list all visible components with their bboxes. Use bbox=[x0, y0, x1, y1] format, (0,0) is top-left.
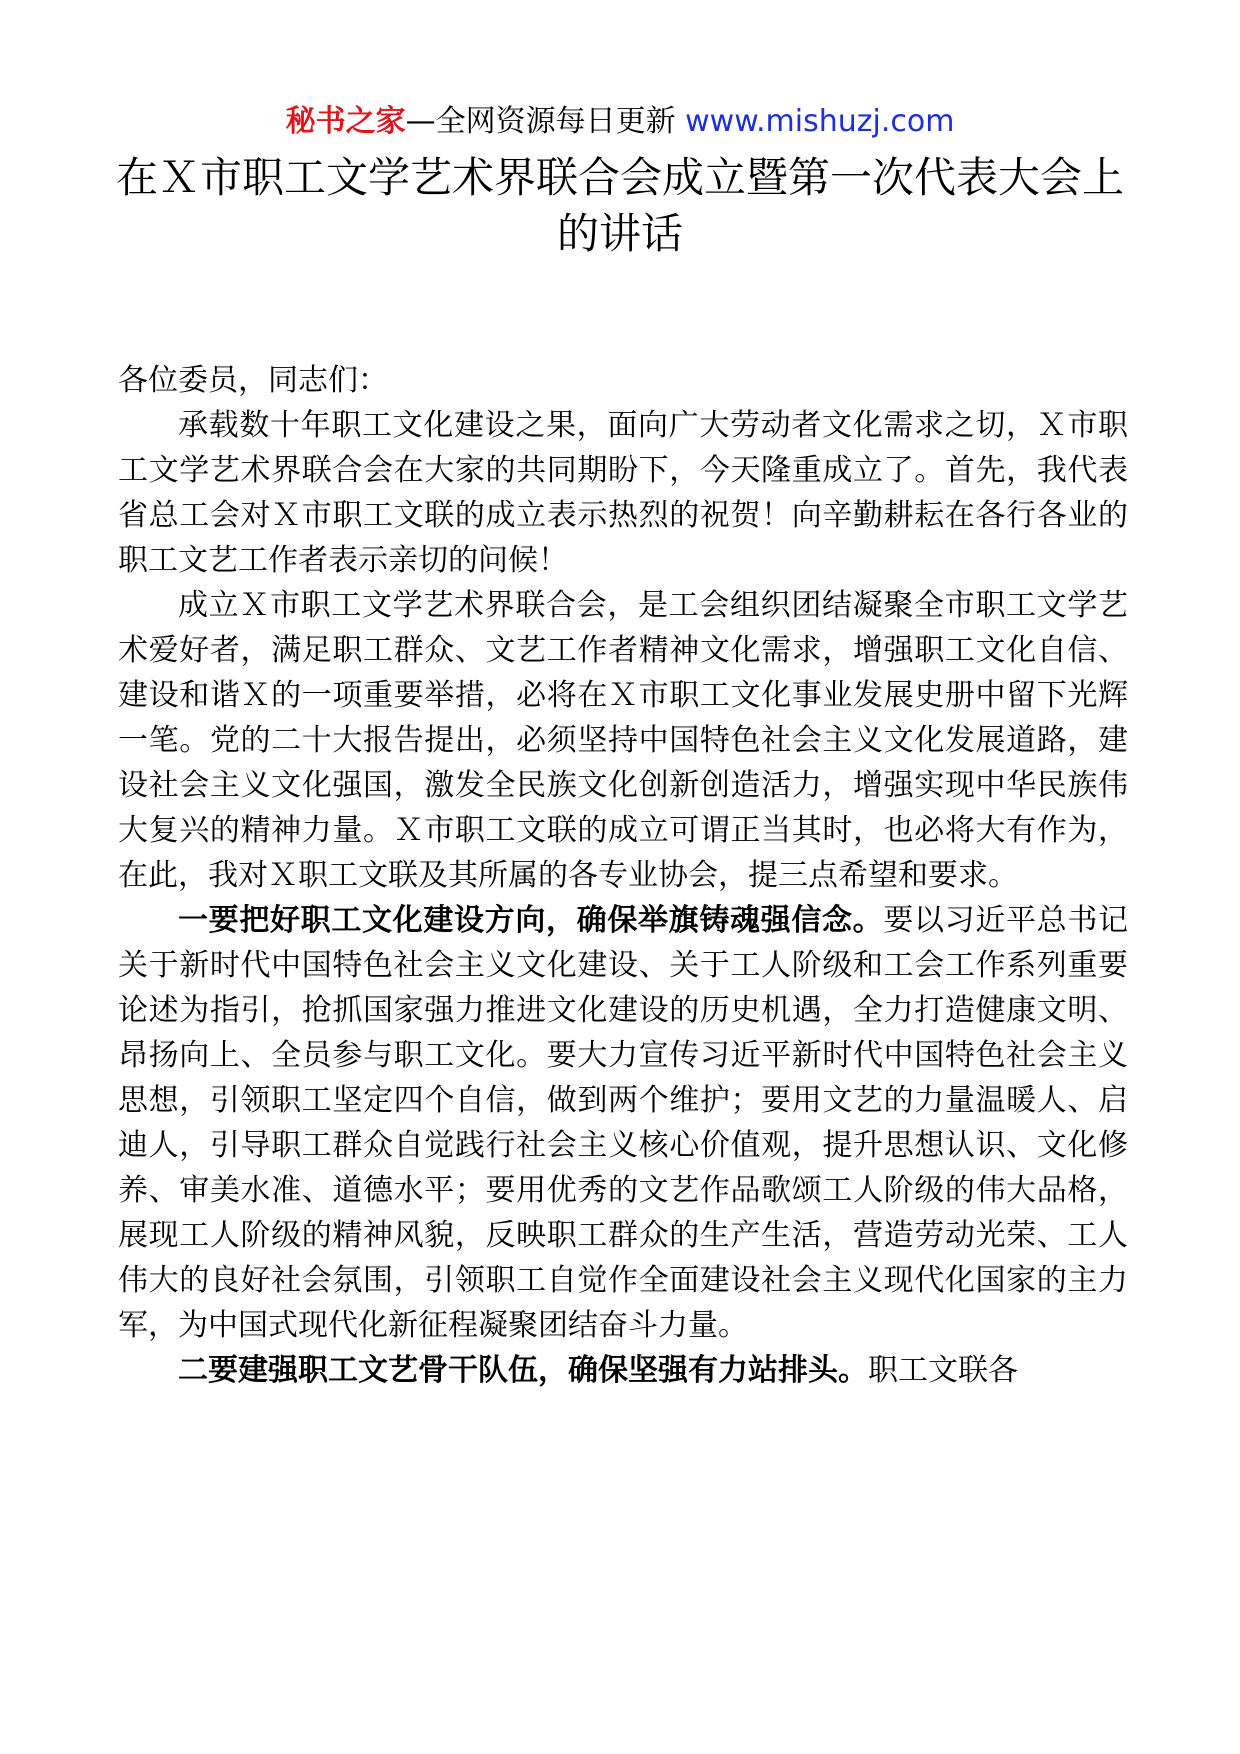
paragraph-text: 承载数十年职工文化建设之果，面向广大劳动者文化需求之切，Ｘ市职工文学艺术界联合会在大家的共同期盼下，今天隆重成立了。首先，我代表省总工会对Ｘ市职工文联的成立表示热烈的祝贺！向辛勤耕耘在各行各业的职工文艺工作者表示亲切的问候！ bbox=[118, 408, 1128, 578]
site-header bbox=[0, 100, 1240, 144]
paragraph-4 bbox=[118, 1348, 1128, 1393]
paragraph-text: 职工文联各 bbox=[868, 1353, 1018, 1388]
document-body bbox=[118, 358, 1128, 1393]
site-slogan: —全网资源每日更新 bbox=[405, 104, 676, 139]
site-url[interactable]: www.mishuzj.com bbox=[685, 104, 955, 139]
paragraph-text: 成立Ｘ市职工文学艺术界联合会，是工会组织团结凝聚全市职工文学艺术爱好者，满足职工群众、文艺工作者精神文化需求，增强职工文化自信、建设和谐Ｘ的一项重要举措，必将在Ｘ市职工文化事业发展史册中留下光辉一笔。党的二十大报告提出，必须坚持中国特色社会主义文化发展道路，建设社会主义文化强国，激发全民族文化创新创造活力，增强实现中华民族伟大复兴的精神力量。Ｘ市职工文联的成立可谓正当其时，也必将大有作为，在此，我对Ｘ职工文联及其所属的各专业协会，提三点希望和要求。 bbox=[118, 588, 1128, 893]
paragraph-3 bbox=[118, 898, 1128, 1348]
paragraph-heading: 二要建强职工文艺骨干队伍，确保坚强有力站排头。 bbox=[178, 1353, 868, 1388]
paragraph-1 bbox=[118, 403, 1128, 583]
brand-name: 秘书之家 bbox=[285, 104, 406, 139]
salutation: 各位委员，同志们： bbox=[118, 363, 388, 398]
paragraph-heading: 一要把好职工文化建设方向，确保举旗铸魂强信念。 bbox=[178, 903, 884, 938]
paragraph-2 bbox=[118, 583, 1128, 898]
paragraph-text: 要以习近平总书记关于新时代中国特色社会主义文化建设、关于工人阶级和工会工作系列重要论述为指引，抢抓国家强力推进文化建设的历史机遇，全力打造健康文明、昂扬向上、全员参与职工文化。要大力宣传习近平新时代中国特色社会主义思想，引领职工坚定四个自信，做到两个维护；要用文艺的力量温暖人、启迪人，引导职工群众自觉践行社会主义核心价值观，提升思想认识、文化修养、审美水准、道德水平；要用优秀的文艺作品歌颂工人阶级的伟大品格，展现工人阶级的精神风貌，反映职工群众的生产生活，营造劳动光荣、工人伟大的良好社会氛围，引领职工自觉作全面建设社会主义现代化国家的主力军，为中国式现代化新征程凝聚团结奋斗力量。 bbox=[118, 903, 1129, 1343]
document-title: 在Ｘ市职工文学艺术界联合会成立暨第一次代表大会上的讲话 bbox=[115, 153, 1124, 258]
